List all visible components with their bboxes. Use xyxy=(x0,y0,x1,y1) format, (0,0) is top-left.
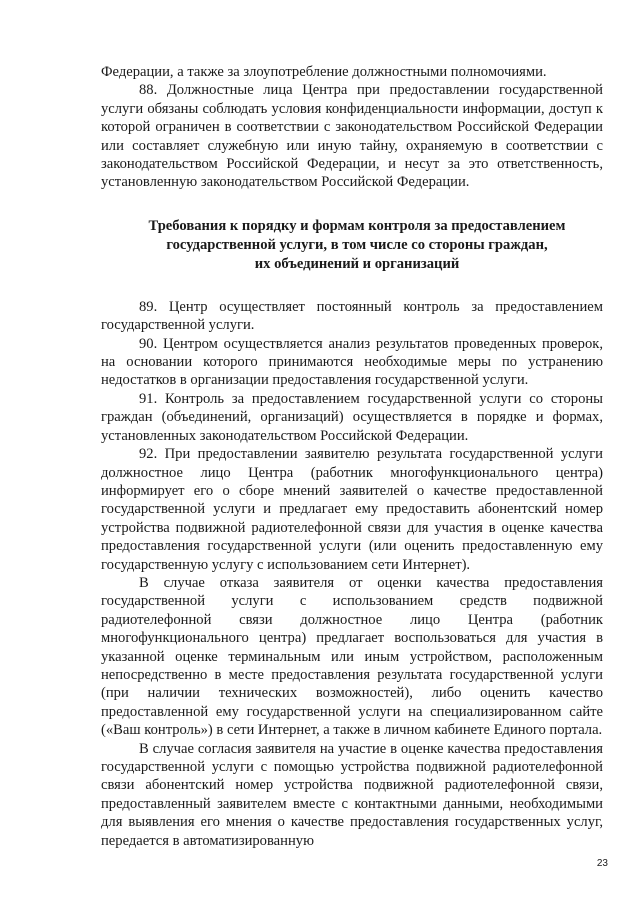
paragraph-consent-case: В случае согласия заявителя на участие в оценке качества предоставления государственной услуги с помощью устройства подвижной радиотелефонной связи абонентский номер устройства подвижной радиотелефонной связи, предоставленный заявителем вместе с контактными данными, необходимыми для выявления его мнения о качестве предоставления государственных услуг, передается в автоматизированную xyxy=(101,740,603,849)
paragraph-90: 90. Центром осуществляется анализ результатов проведенных проверок, на основании которого принимаются необходимые меры по устранению недостатков в организации предоставления государственной услуги. xyxy=(101,335,603,389)
paragraph-continuation: Федерации, а также за злоупотребление должностными полномочиями. xyxy=(101,64,547,80)
paragraph-92: 92. При предоставлении заявителю результата государственной услуги должностное лицо Центра (работник многофункционального центра) информирует его о сборе мнений заявителей о качестве предоставленной государственной услуги и предлагает ему предоставить абонентский номер устройства подвижной радиотелефонной связи для участия в оценке качества предоставления государственной услуги (или оценить предоставленную ему государственную услугу с использованием сети Интернет). xyxy=(101,446,603,573)
heading-line-2: государственной услуги, в том числе со стороны граждан, xyxy=(166,236,548,253)
heading-line-1: Требования к порядку и формам контроля за предоставлением xyxy=(148,217,566,234)
paragraph-refusal-case: В случае отказа заявителя от оценки качества предоставления государственной услуги с использованием средств подвижной радиотелефонной связи должностное лицо Центра (работник многофункционального центра) предлагает воспользоваться для участия в указанной оценке терминальным или иным устройством, расположенным непосредственно в месте предоставления результата государственной услуги (при наличии технических возможностей), либо оценить качество предоставленной ему государственной услуги на специализированном сайте («Ваш контроль») в сети Интернет, а также в личном кабинете Единого портала. xyxy=(101,574,603,739)
page-number: 23 xyxy=(596,858,608,869)
paragraph-88: 88. Должностные лица Центра при предоставлении государственной услуги обязаны соблюдать условия конфиденциальности информации, доступ к которой ограничен в соответствии с законодательством Российской Федерации или составляет служебную или иную тайну, охраняемую в соответствии с законодательством Российской Федерации, и несут за это ответственность, установленную законодательством Российской Федерации. xyxy=(101,82,603,191)
paragraph-89: 89. Центр осуществляет постоянный контроль за предоставлением государственной услуги. xyxy=(101,298,603,334)
section-heading xyxy=(111,217,603,274)
heading-line-3: их объединений и организаций xyxy=(254,255,460,272)
paragraph-91: 91. Контроль за предоставлением государственной услуги со стороны граждан (объединений, организаций) осуществляется в порядке и формах, установленных законодательством Российской Федерации. xyxy=(101,390,603,444)
